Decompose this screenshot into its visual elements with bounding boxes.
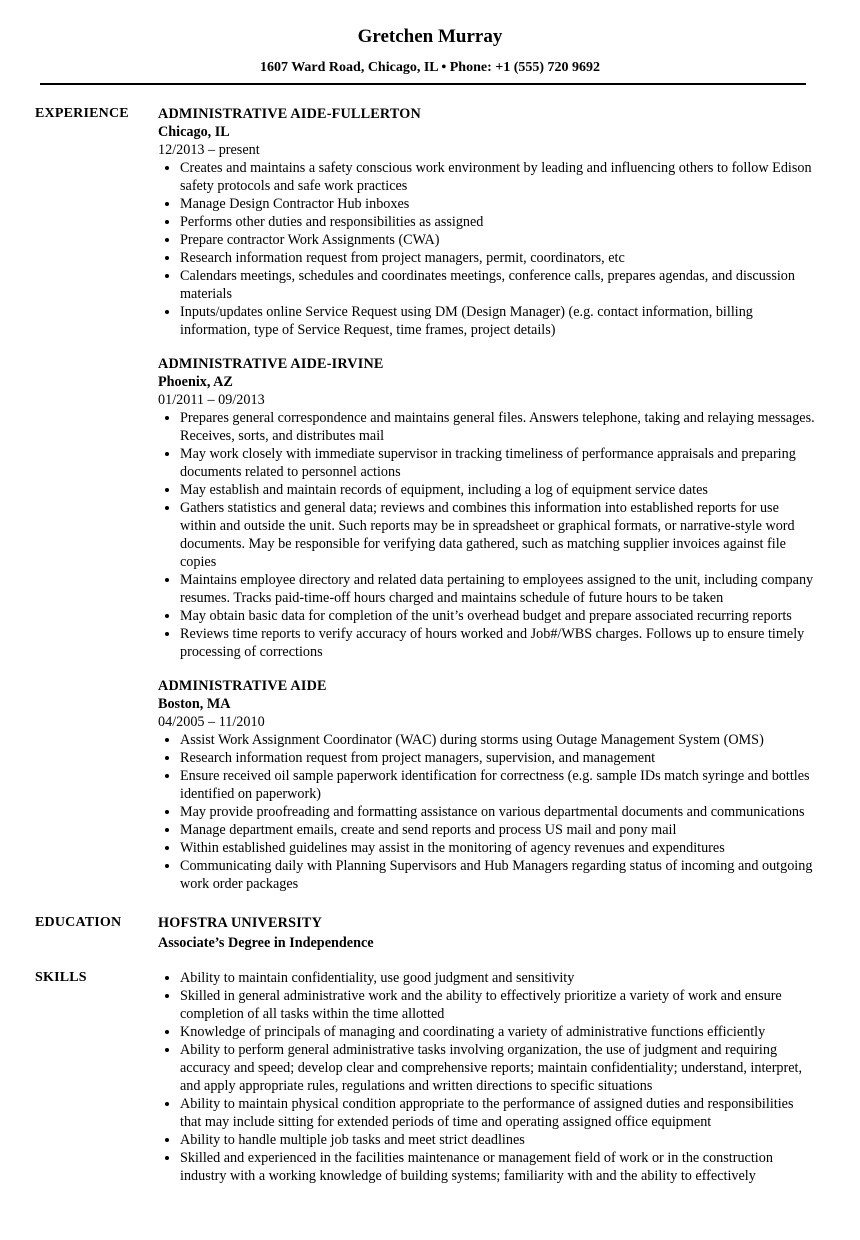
list-item: • May establish and maintain records of equipment, including a log of equipment service dates bbox=[180, 481, 818, 499]
job-title: ADMINISTRATIVE AIDE-IRVINE bbox=[158, 356, 384, 372]
list-item: • Research information request from project managers, supervision, and management bbox=[180, 749, 818, 767]
school-name: HOFSTRA UNIVERSITY bbox=[158, 915, 323, 931]
skills-label: SKILLS bbox=[35, 970, 87, 985]
list-item: • Ensure received oil sample paperwork identification for correctness (e.g. sample IDs match syringe and bottles identified on paperwork) bbox=[180, 767, 818, 803]
job-location: Phoenix, AZ bbox=[158, 374, 233, 390]
job-title: ADMINISTRATIVE AIDE-FULLERTON bbox=[158, 106, 421, 122]
job-dates: 12/2013 – present bbox=[158, 142, 260, 158]
candidate-name: Gretchen Murray bbox=[357, 26, 503, 47]
list-item: • Assist Work Assignment Coordinator (WAC) during storms using Outage Management System (OMS) bbox=[180, 731, 818, 749]
list-item: • Calendars meetings, schedules and coordinates meetings, conference calls, prepares agendas, and discussion materials bbox=[180, 267, 818, 303]
skills-section bbox=[35, 969, 860, 1185]
job-entry bbox=[158, 355, 818, 661]
list-item: • Ability to maintain physical condition appropriate to the performance of assigned duties and responsibilities that may include sitting for extended periods of time and operating assigned office equipment bbox=[180, 1095, 818, 1131]
list-item: • Research information request from project managers, permit, coordinators, etc bbox=[180, 249, 818, 267]
contact-line: 1607 Ward Road, Chicago, IL • Phone: +1 (555) 720 9692 bbox=[259, 60, 601, 75]
list-item: • Manage Design Contractor Hub inboxes bbox=[180, 195, 818, 213]
experience-label: EXPERIENCE bbox=[35, 106, 129, 121]
list-item: • Ability to perform general administrative tasks involving organization, the use of judgment and requiring accuracy and speed; develop clear and comprehensive reports; maintain confidentiality; understand, interpret, and apply appropriate rules, regulations and written directions to specific situations bbox=[180, 1041, 818, 1095]
list-item: • Knowledge of principals of managing and coordinating a variety of administrative functions efficiently bbox=[180, 1023, 818, 1041]
job-entry bbox=[158, 105, 818, 339]
list-item: • Performs other duties and responsibilities as assigned bbox=[180, 213, 818, 231]
list-item: • May obtain basic data for completion of the unit’s overhead budget and prepare associated recurring reports bbox=[180, 607, 818, 625]
list-item: • Manage department emails, create and send reports and process US mail and pony mail bbox=[180, 821, 818, 839]
job-duties-list bbox=[158, 159, 818, 339]
list-item: • Reviews time reports to verify accuracy of hours worked and Job#/WBS charges. Follows up to ensure timely processing of corrections bbox=[180, 625, 818, 661]
list-item: • Ability to handle multiple job tasks and meet strict deadlines bbox=[180, 1131, 818, 1149]
list-item: • Skilled in general administrative work and the ability to effectively prioritize a variety of work and ensure completion of all tasks within the time allotted bbox=[180, 987, 818, 1023]
list-item: • May provide proofreading and formatting assistance on various departmental documents and communications bbox=[180, 803, 818, 821]
job-dates: 04/2005 – 11/2010 bbox=[158, 714, 265, 730]
job-entry bbox=[158, 677, 818, 893]
education-section bbox=[35, 914, 860, 952]
list-item: • Maintains employee directory and related data pertaining to employees assigned to the unit, including company resumes. Tracks paid-time-off hours charged and maintains schedule of future hours to be taken bbox=[180, 571, 818, 607]
experience-section bbox=[35, 105, 860, 893]
job-duties-list bbox=[158, 409, 818, 661]
list-item: • Gathers statistics and general data; reviews and combines this information into established reports for use within and outside the unit. Such reports may be in spreadsheet or graphical formats, or narrative-style word documents. May be responsible for verifying data gathered, such as matching supplier invoices against file copies bbox=[180, 499, 818, 571]
job-location: Chicago, IL bbox=[158, 124, 230, 140]
header-divider bbox=[40, 83, 806, 85]
list-item: • Ability to maintain confidentiality, use good judgment and sensitivity bbox=[180, 969, 818, 987]
list-item: • Inputs/updates online Service Request using DM (Design Manager) (e.g. contact information, billing information, type of Service Request, time frames, project details) bbox=[180, 303, 818, 339]
list-item: • Skilled and experienced in the facilities maintenance or management field of work or in the construction industry with a working knowledge of building systems; familiarity with and the ability to effectively bbox=[180, 1149, 818, 1185]
resume-header bbox=[0, 0, 860, 77]
skills-list bbox=[158, 969, 818, 1185]
degree: Associate’s Degree in Independence bbox=[158, 935, 374, 951]
list-item: • Prepares general correspondence and maintains general files. Answers telephone, taking and relaying messages. Receives, sorts, and distributes mail bbox=[180, 409, 818, 445]
job-duties-list bbox=[158, 731, 818, 893]
education-label: EDUCATION bbox=[35, 915, 122, 930]
list-item: • Creates and maintains a safety conscious work environment by leading and influencing others to follow Edison safety protocols and safe work practices bbox=[180, 159, 818, 195]
job-location: Boston, MA bbox=[158, 696, 231, 712]
job-title: ADMINISTRATIVE AIDE bbox=[158, 678, 327, 694]
job-dates: 01/2011 – 09/2013 bbox=[158, 392, 265, 408]
list-item: • Within established guidelines may assist in the monitoring of agency revenues and expenditures bbox=[180, 839, 818, 857]
list-item: • Prepare contractor Work Assignments (CWA) bbox=[180, 231, 818, 249]
list-item: • May work closely with immediate supervisor in tracking timeliness of performance appraisals and preparing documents related to personnel actions bbox=[180, 445, 818, 481]
list-item: • Communicating daily with Planning Supervisors and Hub Managers regarding status of incoming and outgoing work order packages bbox=[180, 857, 818, 893]
